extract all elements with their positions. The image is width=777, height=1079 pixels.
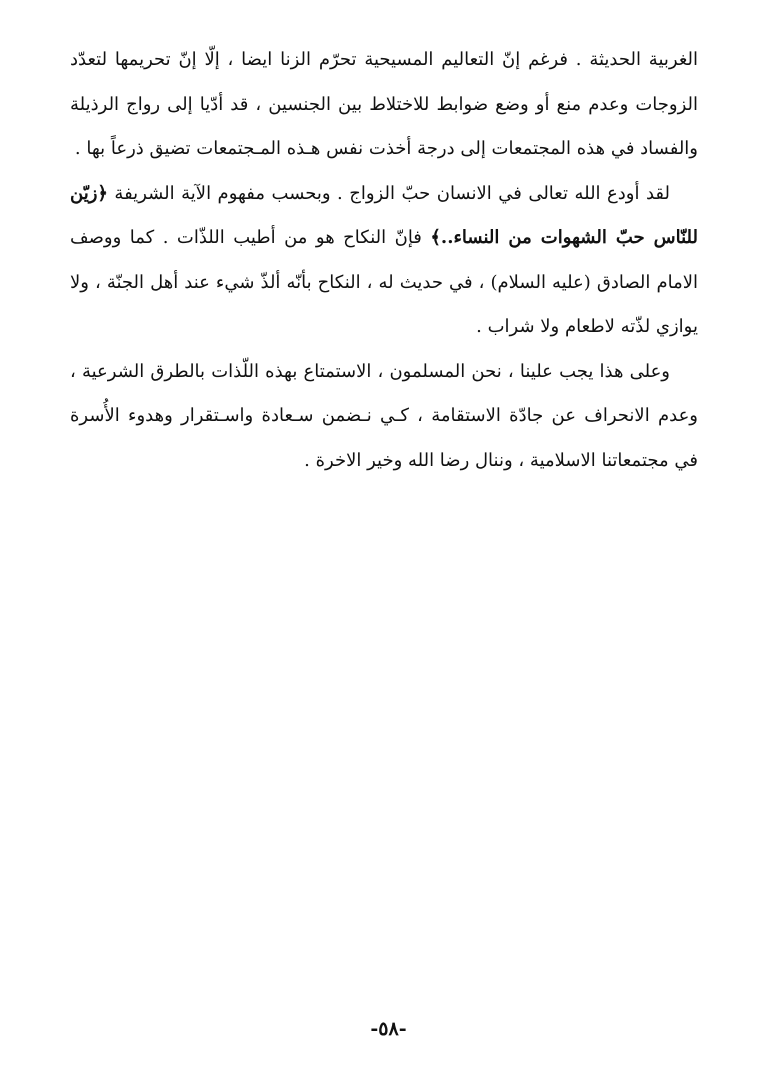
quran-verse-quote: ﴿زيّن للنّاس حبّ الشهوات من النساء..﴾ — [70, 182, 698, 248]
body-text — [70, 38, 698, 483]
paragraph-1: الغربية الحديثة . فرغم إنّ التعاليم المسيحية تحرّم الزنا ايضا ، إلّا إنّ تحريمها لتعدّد الزوجات وعدم منع أو وضع ضوابط للاختلاط بين الجنسين ، قد أدّيا إلى رواج الرذيلة والفساد في هذه المجتمعات إلى درجة أخذت نفس هـذه المـجتمعات تضيق ذرعاً بها . — [70, 49, 698, 159]
page-number: -٥٨- — [370, 1018, 407, 1040]
paragraph-2 — [70, 172, 698, 350]
paragraph-3: وعلى هذا يجب علينا ، نحن المسلمون ، الاستمتاع بهذه اللّذات بالطرق الشرعية ، وعدم الانحراف عن جادّة الاستقامة ، كـي نـضمن سـعادة واسـتقرار وهدوء الأُسرة في مجتمعاتنا الاسلامية ، وننال رضا الله وخير الاخرة . — [70, 360, 698, 471]
paragraph-2-intro: لقد أودع الله تعالى في الانسان حبّ الزواج . وبحسب مفهوم الآية الشريفة — [107, 182, 671, 204]
paragraph-2-continuation: فإنّ النكاح هو من أطيب اللذّات . كما ووصف الامام الصادق (عليه السلام) ، في حديث له ، النكاح بأنّه ألذّ شيء عند أهل الجنّة ، ولا يوازي لذّته لاطعام ولا شراب . — [70, 227, 698, 337]
